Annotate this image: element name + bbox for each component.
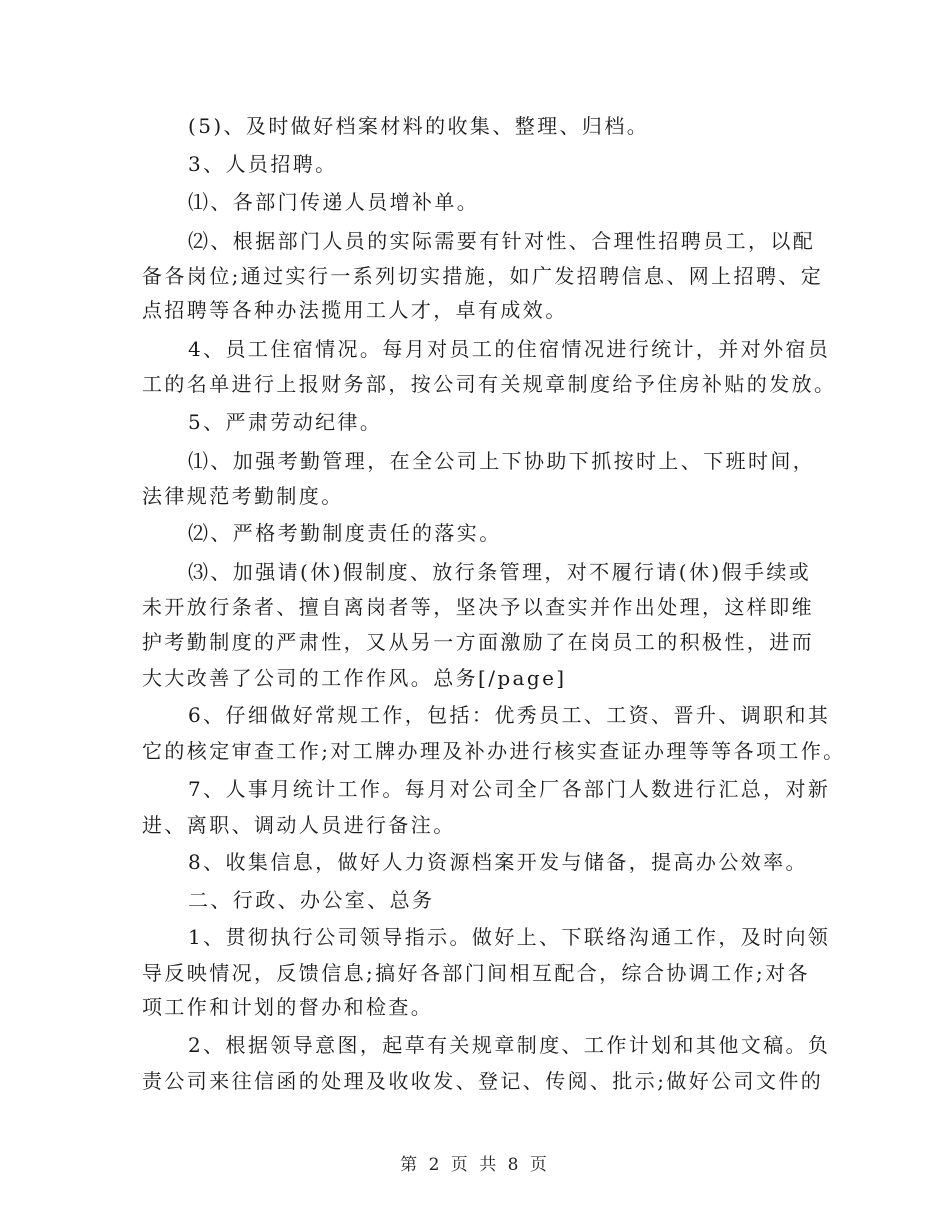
text-line: 项工作和计划的督办和检查。	[142, 995, 434, 1019]
text-line: ⑵、严格考勤制度责任的落实。	[188, 521, 502, 545]
text-line: 2、根据领导意图，起草有关规章制度、工作计划和其他文稿。负	[188, 1033, 831, 1057]
text-line: 点招聘等各种办法揽用工人才，卓有成效。	[142, 298, 568, 322]
text-line: 法律规范考勤制度。	[142, 484, 344, 508]
text-line: ⑴、加强考勤管理，在全公司上下协助下抓按时上、下班时间，	[188, 449, 816, 473]
page-number: 第 2 页 共 8 页	[400, 1155, 550, 1175]
text-line: 8、收集信息，做好人力资源档案开发与储备，提高办公效率。	[188, 850, 808, 874]
text-line: 7、人事月统计工作。每月对公司全厂各部门人数进行汇总，对新	[188, 777, 831, 801]
text-line: (5)、及时做好档案材料的收集、整理、归档。	[188, 114, 650, 138]
text-line: 责公司来往信函的处理及收收发、登记、传阅、批示;做好公司文件的	[142, 1069, 824, 1093]
text-line: 6、仔细做好常规工作，包括：优秀员工、工资、晋升、调职和其	[188, 703, 831, 727]
text-line: 工的名单进行上报财务部，按公司有关规章制度给予住房补贴的发放。	[142, 372, 837, 396]
text-line: 导反映情况，反馈信息;搞好各部门间相互配合，综合协调工作;对各	[142, 961, 810, 985]
text-line: ⑶、加强请(休)假制度、放行条管理，对不履行请(休)假手续或	[188, 560, 812, 584]
text-line: 备各岗位;通过实行一系列切实措施，如广发招聘信息、网上招聘、定	[142, 264, 824, 288]
text-line: 未开放行条者、擅自离岗者等，坚决予以查实并作出处理，这样即维	[142, 595, 814, 619]
section-heading: 二、行政、办公室、总务	[188, 888, 435, 912]
text-line: ⑵、根据部门人员的实际需要有针对性、合理性招聘员工，以配	[188, 229, 816, 253]
text-line: 4、员工住宿情况。每月对员工的住宿情况进行统计，并对外宿员	[188, 337, 831, 361]
section-heading: 5、严肃劳动纪律。	[188, 410, 383, 434]
text-line: 1、贯彻执行公司领导指示。做好上、下联络沟通工作，及时向领	[188, 925, 831, 949]
text-line: 大大改善了公司的工作作风。总务[/page]	[142, 666, 567, 690]
section-heading: 3、人员招聘。	[188, 152, 338, 176]
text-line: 进、离职、调动人员进行备注。	[142, 813, 456, 837]
text-line: 它的核定审查工作;对工牌办理及补办进行核实查证办理等等各项工作。	[142, 739, 846, 763]
text-line: 护考勤制度的严肃性，又从另一方面激励了在岗员工的积极性，进而	[142, 630, 814, 654]
text-line: ⑴、各部门传递人员增补单。	[188, 190, 480, 214]
